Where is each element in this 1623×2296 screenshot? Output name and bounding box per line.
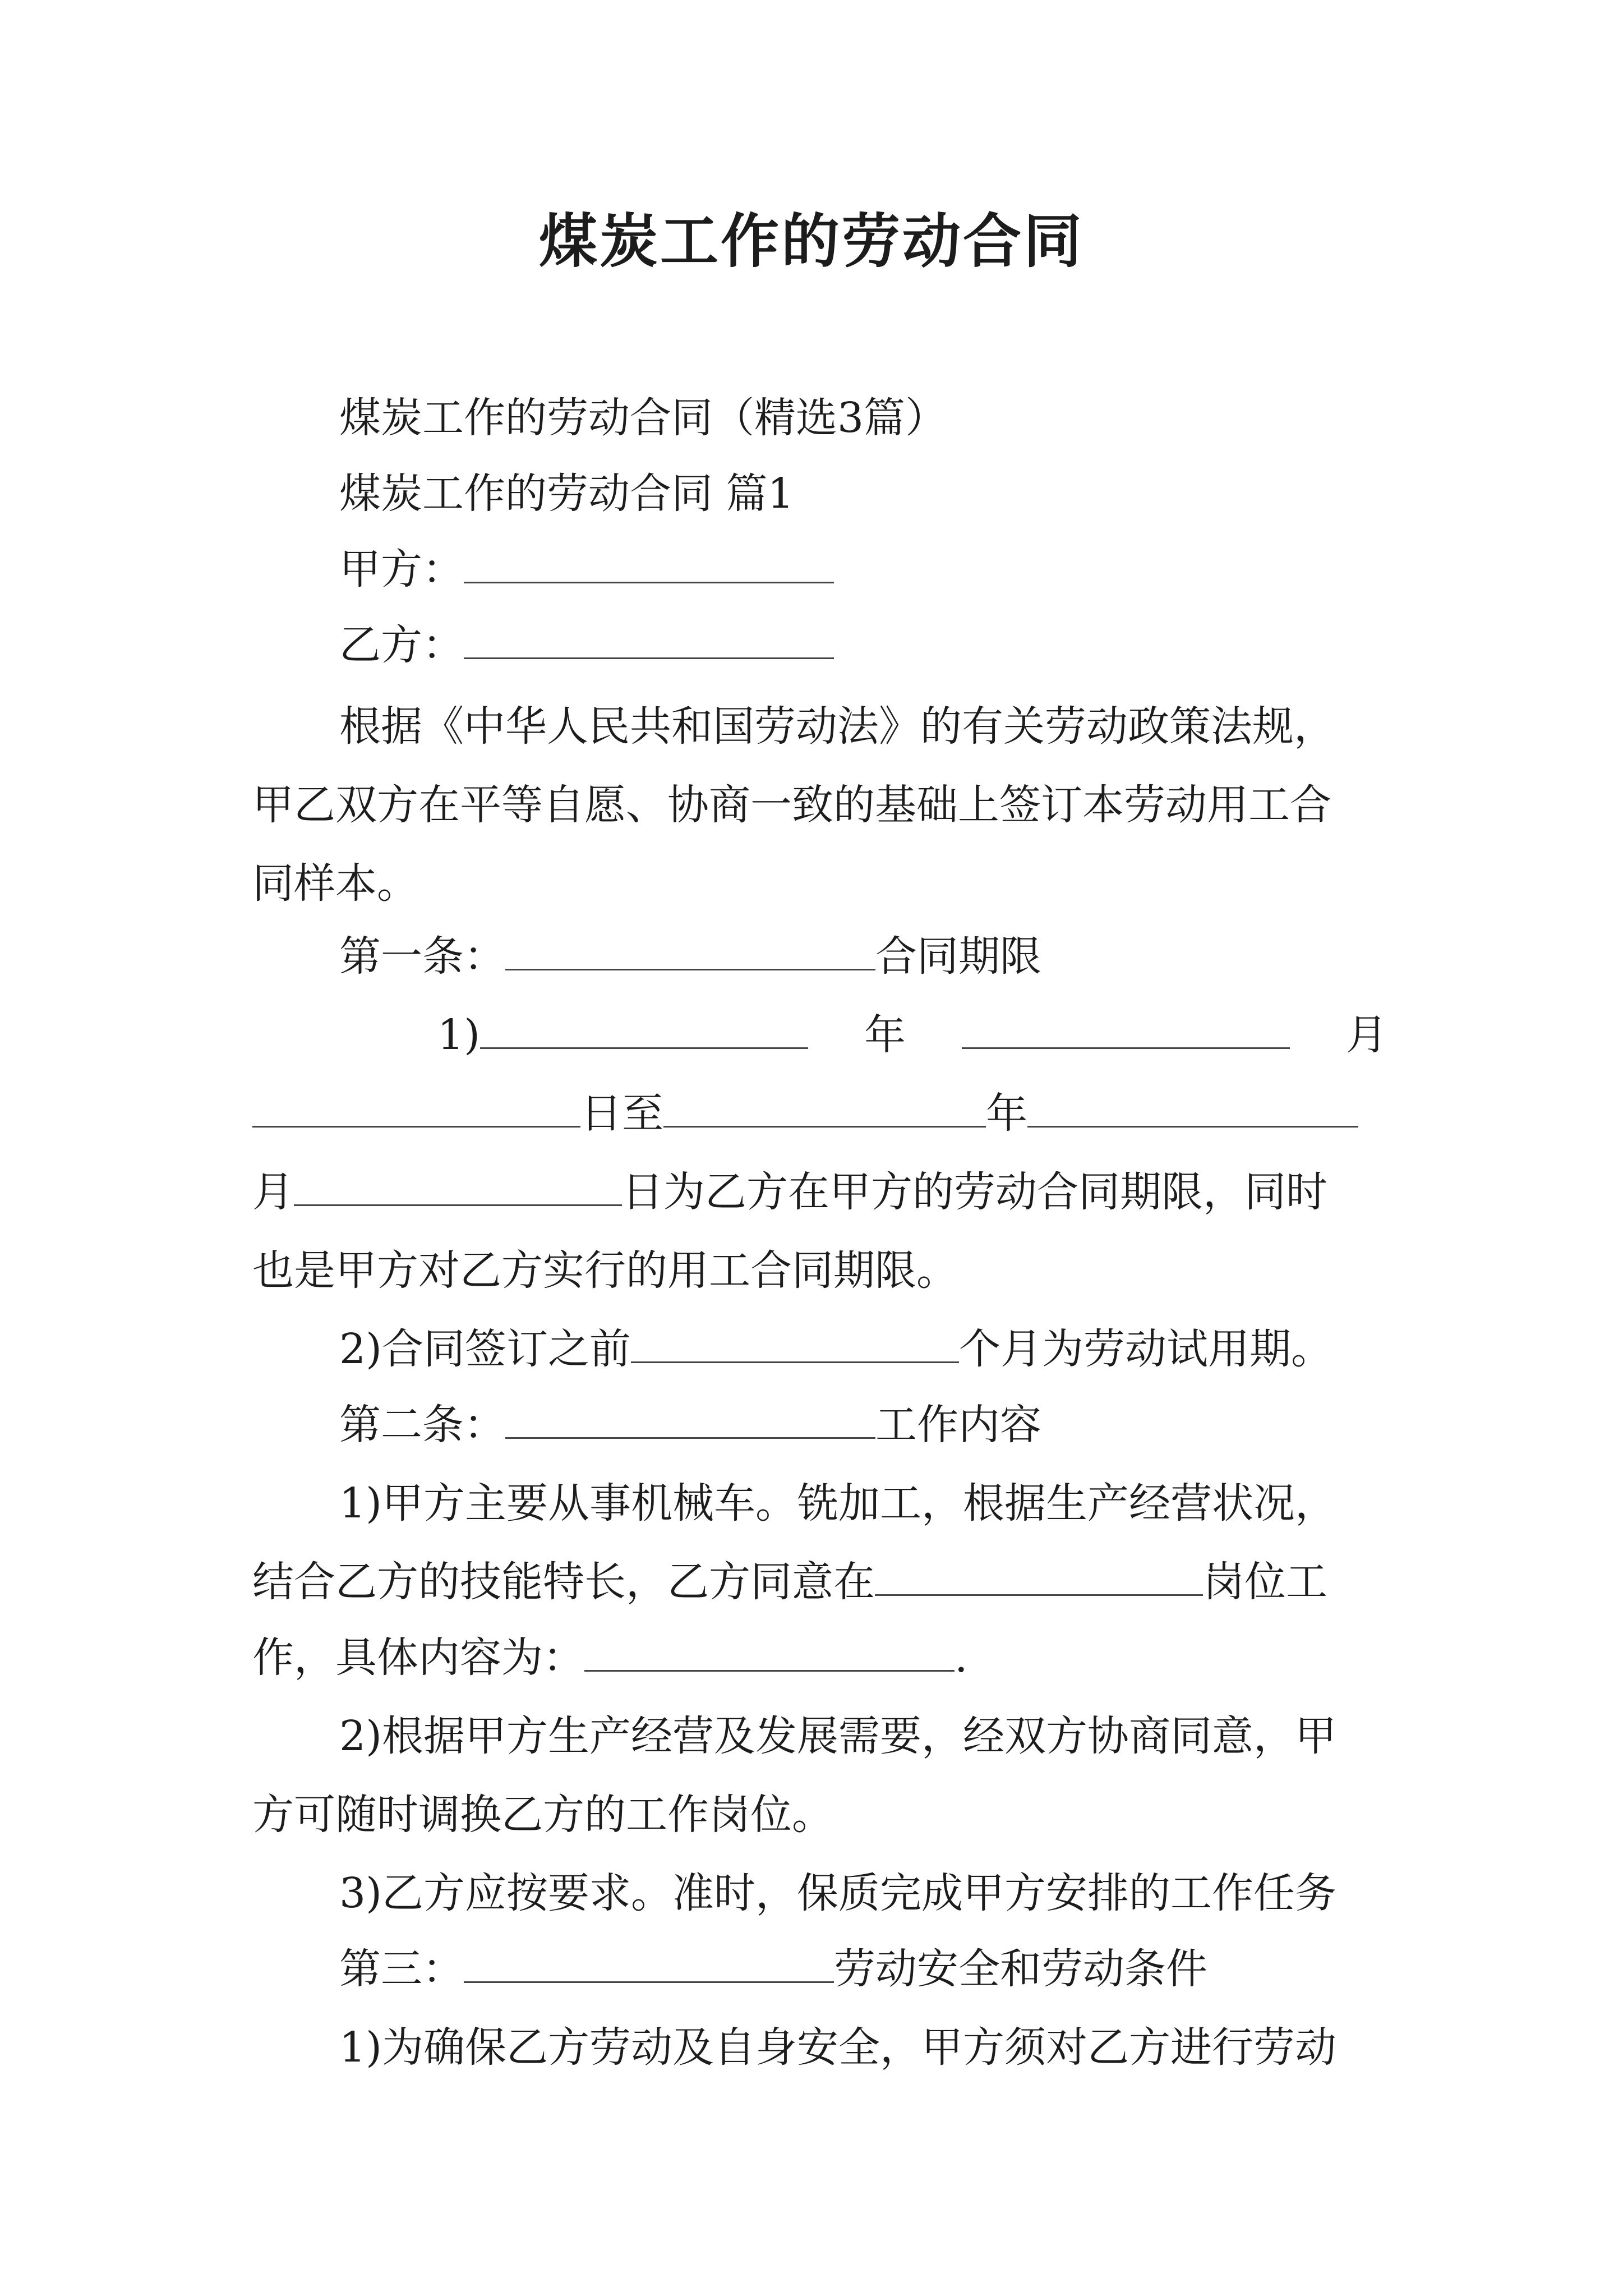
- party-a-blank: [464, 540, 834, 583]
- item2-prefix: 2)合同签订之前: [339, 1325, 631, 1373]
- article2-item1-line2-prefix: 结合乙方的技能特长，乙方同意在: [252, 1558, 875, 1606]
- article2-item2-line1: 2)根据甲方生产经营及发展需要，经双方协商同意，甲: [339, 1712, 1336, 1760]
- item1-rest1: 日为乙方在甲方的劳动合同期限，同时: [622, 1168, 1327, 1216]
- article1-heading: [339, 926, 1374, 987]
- year-label: 年: [864, 1011, 906, 1059]
- intro-line-3: 同样本。: [252, 859, 418, 908]
- party-a-label: 甲方：: [339, 545, 464, 593]
- article2-item1-line2: [252, 1551, 1374, 1613]
- intro-line-1: 根据《中华人民共和国劳动法》的有关劳动政策法规，: [339, 702, 1335, 751]
- article2-item1-line3: [252, 1627, 1374, 1688]
- article1-item1-line2: [252, 1083, 1374, 1144]
- article1-prefix: 第一条：: [339, 932, 505, 981]
- year-blank: [480, 1006, 808, 1049]
- article3-item1: 1)为确保乙方劳动及自身安全，甲方须对乙方进行劳动: [339, 2023, 1336, 2072]
- article3-blank: [464, 1940, 834, 1983]
- month2-label: 月: [252, 1168, 294, 1216]
- subtitle: 煤炭工作的劳动合同（精选3篇）: [339, 394, 947, 442]
- article2-suffix: 工作内容: [875, 1401, 1041, 1449]
- party-b-label: 乙方：: [339, 621, 464, 669]
- position-blank: [875, 1553, 1203, 1596]
- article1-blank: [505, 927, 875, 970]
- article2-prefix: 第二条：: [339, 1401, 505, 1449]
- article2-item1-line3-prefix: 作，具体内容为：: [252, 1634, 584, 1682]
- article1-item2: [339, 1318, 1374, 1380]
- year2-blank: [663, 1084, 986, 1128]
- month2-blank: [1027, 1084, 1358, 1128]
- article3-suffix: 劳动安全和劳动条件: [834, 1945, 1207, 1993]
- article1-item1-line1: [437, 1004, 1387, 1066]
- document-title: 煤炭工作的劳动合同: [538, 206, 1084, 275]
- article1-item1-line4: 也是甲方对乙方实行的用工合同期限。: [252, 1246, 958, 1295]
- year2-label: 年: [986, 1089, 1027, 1138]
- part-heading: 煤炭工作的劳动合同 篇1: [339, 470, 794, 518]
- day-to-label: 日至: [580, 1089, 663, 1138]
- party-a-line: [339, 539, 1374, 600]
- article2-heading: [339, 1394, 1374, 1456]
- party-b-line: [339, 614, 1374, 676]
- trial-months-blank: [631, 1320, 959, 1363]
- article1-item1-line3: [252, 1161, 1374, 1223]
- day-blank: [252, 1084, 580, 1128]
- article2-blank: [505, 1396, 875, 1439]
- intro-line-2: 甲乙双方在平等自愿、协商一致的基础上签订本劳动用工合: [252, 781, 1331, 829]
- article2-item2-line2: 方可随时调换乙方的工作岗位。: [252, 1791, 833, 1839]
- article3-prefix: 第三：: [339, 1945, 464, 1993]
- month-blank: [962, 1006, 1290, 1049]
- month-label: 月: [1345, 1011, 1387, 1059]
- day2-blank: [294, 1163, 622, 1206]
- article2-item1-line3-suffix: .: [955, 1634, 968, 1682]
- item1-num: 1): [437, 1011, 480, 1059]
- party-b-blank: [464, 616, 834, 659]
- job-content-blank: [584, 1628, 955, 1672]
- article2-item3: 3)乙方应按要求。准时，保质完成甲方安排的工作任务: [339, 1869, 1336, 1917]
- article3-heading: [339, 1938, 1374, 2000]
- article2-item1-line1: 1)甲方主要从事机械车。铣加工，根据生产经营状况，: [339, 1479, 1336, 1527]
- article1-suffix: 合同期限: [875, 932, 1041, 981]
- item2-suffix: 个月为劳动试用期。: [958, 1325, 1332, 1373]
- article2-item1-line2-suffix: 岗位工: [1203, 1558, 1327, 1606]
